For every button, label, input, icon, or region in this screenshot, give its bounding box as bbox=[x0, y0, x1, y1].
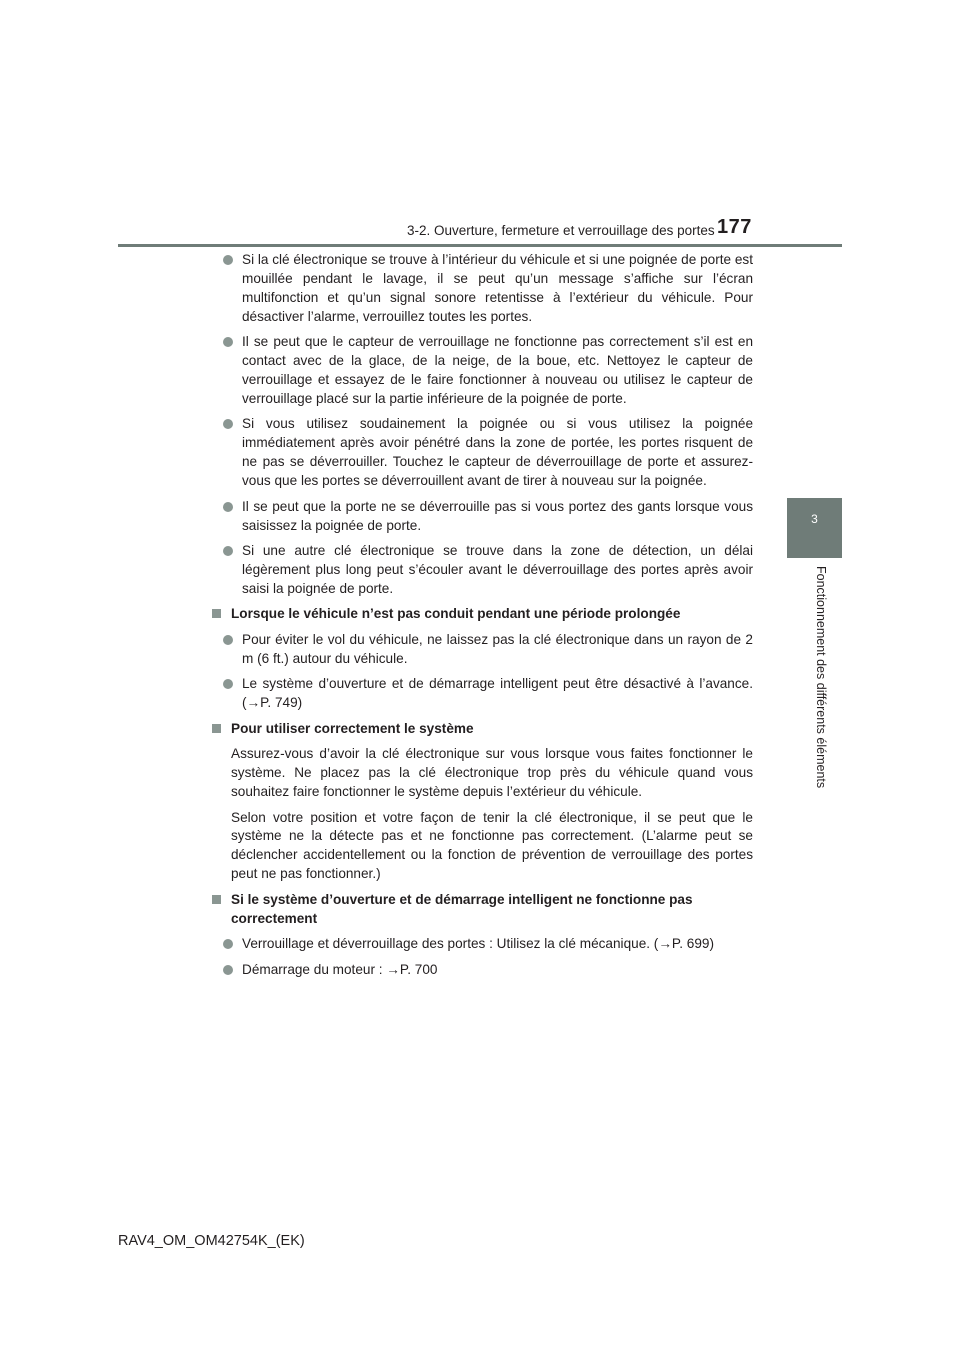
bullet-text: Si la clé électronique se trouve à l’intérieur du véhicule et si une poignée de porte est mouillée pendant le lavage, il se peut qu’un message s’affiche sur l’écran multifonction et qu’un signal sonore retentisse à l’extérieur du véhicule. Pour désactiver l’alarme, verrouillez toutes les portes. bbox=[242, 252, 753, 324]
bullet-item bbox=[222, 251, 753, 327]
bullet-item bbox=[222, 675, 753, 713]
bullet-dot-icon bbox=[223, 546, 233, 556]
document-code: RAV4_OM_OM42754K_(EK) bbox=[118, 1233, 305, 1249]
chapter-title: Fonctionnement des différents éléments bbox=[814, 566, 828, 789]
page-content bbox=[222, 251, 753, 986]
bullet-dot-icon bbox=[223, 419, 233, 429]
bullet-dot-icon bbox=[223, 939, 233, 949]
bullet-text: Il se peut que la porte ne se déverrouille pas si vous portez des gants lorsque vous saisissez la poignée de porte. bbox=[242, 498, 753, 533]
paragraph: Assurez-vous d’avoir la clé électronique sur vous lorsque vous faites fonctionner le système. Ne placez pas la clé électronique trop près du véhicule quand vous souhaitez faire fonctionner le système depuis l’extérieur du véhicule. bbox=[231, 746, 753, 799]
header-section-title: 3-2. Ouverture, fermeture et verrouillage des portes bbox=[407, 223, 715, 238]
bullet-dot-icon bbox=[223, 679, 233, 689]
bullet-item bbox=[222, 415, 753, 491]
bullet-item bbox=[222, 333, 753, 409]
header-divider bbox=[118, 244, 842, 247]
bullet-text: Il se peut que le capteur de verrouillage ne fonctionne pas correctement s’il est en contact avec de la glace, de la neige, de la boue, etc. Nettoyez le capteur de verrouillage et essayez de le faire fonctionner à nouveau ou utilisez le capteur de verrouillage placé sur la partie inférieure de la poignée de porte. bbox=[242, 334, 753, 406]
bullet-item bbox=[222, 498, 753, 536]
chapter-tab bbox=[787, 498, 842, 558]
section-heading-text: Pour utiliser correctement le système bbox=[231, 720, 474, 736]
bullet-text: Si une autre clé électronique se trouve dans la zone de détection, un délai légèrement plus long peut s’écouler avant le déverrouillage des portes après avoir saisi la poignée de porte. bbox=[242, 543, 753, 596]
bullet-item bbox=[222, 631, 753, 669]
square-bullet-icon bbox=[212, 895, 221, 904]
section-heading bbox=[211, 891, 753, 929]
section-heading bbox=[211, 720, 753, 739]
bullet-item bbox=[222, 542, 753, 599]
bullet-text: Le système d’ouverture et de démarrage intelligent peut être désactivé à l’avance. (→P. 749) bbox=[242, 676, 753, 711]
paragraph: Selon votre position et votre façon de tenir la clé électronique, il se peut que le système ne la détecte pas et ne fonctionne pas correctement. (L’alarme peut se déclencher accidentellement ou la fonction de prévention de verrouillage des portes peut ne pas fonctionner.) bbox=[231, 809, 753, 882]
square-bullet-icon bbox=[212, 724, 221, 733]
section-heading-text: Si le système d’ouverture et de démarrage intelligent ne fonctionne pas correctement bbox=[231, 891, 693, 926]
bullet-text: Si vous utilisez soudainement la poignée ou si vous utilisez la poignée immédiatement après avoir pénétré dans la zone de portée, les portes risquent de ne pas se déverrouiller. Touchez le capteur de déverrouillage de porte et assurez-vous que les portes se déverrouillent avant de tirer à nouveau sur la poignée. bbox=[242, 416, 753, 489]
section-heading-text: Lorsque le véhicule n’est pas conduit pendant une période prolongée bbox=[231, 606, 681, 622]
bullet-dot-icon bbox=[223, 255, 233, 265]
bullet-text: Démarrage du moteur : →P. 700 bbox=[242, 961, 438, 977]
bullet-text: Pour éviter le vol du véhicule, ne laissez pas la clé électronique dans un rayon de 2 m (6 ft.) autour du véhicule. bbox=[242, 631, 753, 666]
bullet-dot-icon bbox=[223, 965, 233, 975]
bullet-item bbox=[222, 935, 753, 954]
bullet-dot-icon bbox=[223, 337, 233, 347]
bullet-item bbox=[222, 961, 753, 980]
bullet-dot-icon bbox=[223, 502, 233, 512]
section-heading bbox=[211, 605, 753, 624]
bullet-dot-icon bbox=[223, 635, 233, 645]
page-number: 177 bbox=[717, 216, 752, 238]
bullet-text: Verrouillage et déverrouillage des portes : Utilisez la clé mécanique. (→P. 699) bbox=[242, 936, 715, 952]
square-bullet-icon bbox=[212, 609, 221, 618]
chapter-number: 3 bbox=[811, 512, 818, 526]
